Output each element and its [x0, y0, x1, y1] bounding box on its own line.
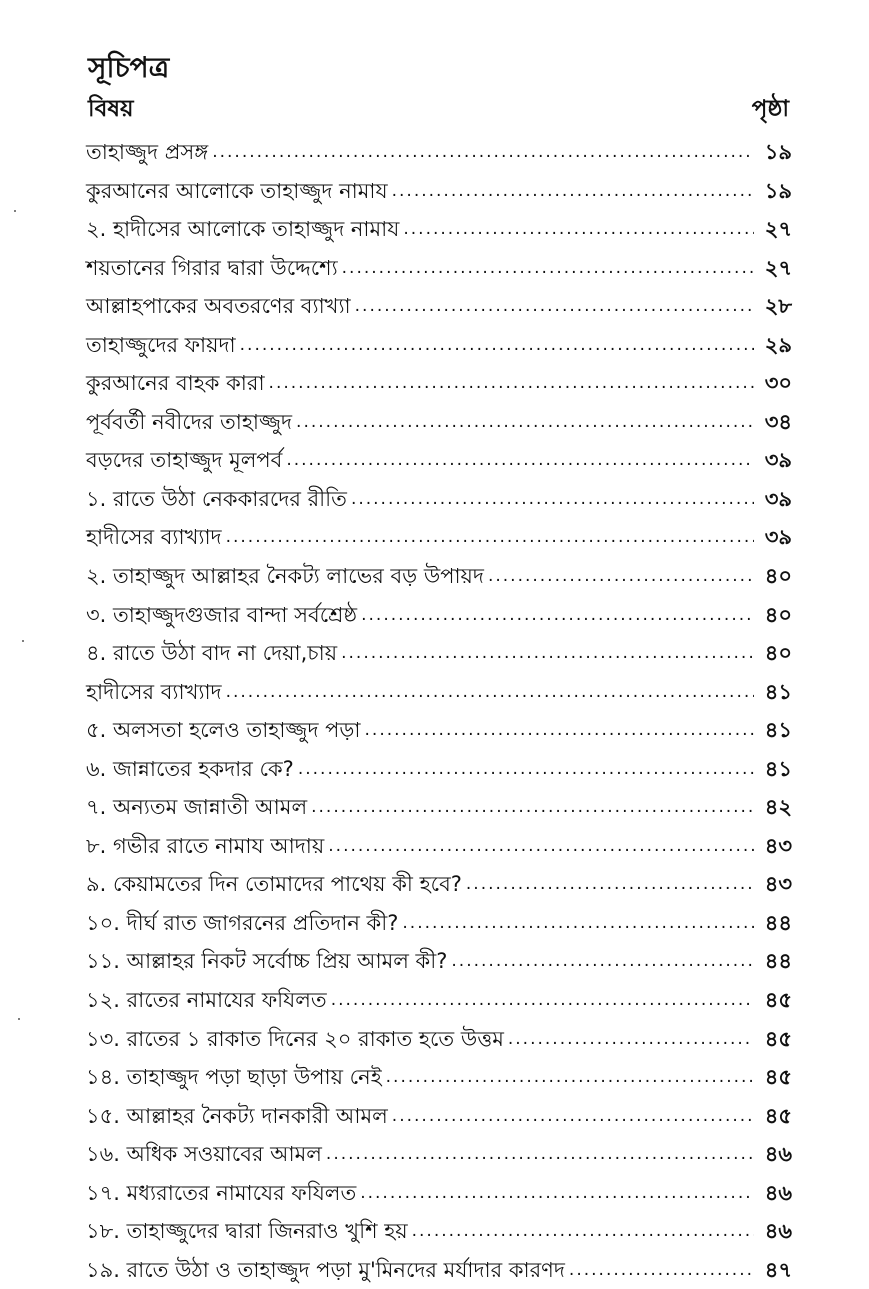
toc-entry	[86, 133, 792, 172]
toc-entry	[86, 480, 792, 519]
toc-entry-page-number: ৪০	[764, 641, 792, 666]
toc-entry-page-number: ২৯	[764, 332, 792, 357]
page-title: সূচিপত্র	[88, 51, 170, 84]
toc-entry	[86, 326, 792, 365]
toc-entry-page-number: ৩৪	[764, 409, 792, 434]
dot-leader	[212, 133, 754, 171]
toc-entry-page-number: ৪৬	[764, 1219, 792, 1244]
toc-entry	[86, 827, 792, 866]
toc-entry-title: আল্লাহপাকের অবতরণের ব্যাখ্যা	[86, 294, 351, 319]
dot-leader	[240, 326, 754, 364]
dot-leader	[365, 711, 754, 749]
toc-entry-page-number: ৪৪	[764, 949, 792, 974]
toc-entry-page-number: ৪৪	[764, 910, 792, 935]
toc-entry-page-number: ৩৯	[764, 448, 792, 473]
toc-entry-page-number: ৪৫	[764, 1026, 792, 1051]
toc-entry-title: ৮. গভীর রাতে নামায আদায়	[86, 833, 325, 858]
toc-entry-title: ৬. জান্নাতের হকদার কে?	[86, 756, 294, 781]
toc-entry-title: ১. রাতে উঠা নেককারদের রীতি	[86, 486, 347, 511]
dot-leader	[286, 441, 754, 479]
toc-entry-title: ২. হাদীসের আলোকে তাহাজ্জুদ নামায	[86, 217, 400, 242]
toc-entry-page-number: ১৯	[764, 140, 792, 164]
toc-entry-page-number: ২৭	[764, 255, 792, 280]
toc-entry	[86, 1135, 792, 1174]
dot-leader	[392, 1097, 754, 1135]
dot-leader	[451, 942, 754, 980]
toc-entry-title: বড়দের তাহাজ্জুদ মূলপর্ব	[86, 448, 283, 473]
dot-leader	[569, 1251, 754, 1289]
toc-entry	[86, 981, 792, 1020]
toc-entry	[86, 750, 792, 789]
toc-entry	[86, 865, 792, 904]
toc-entry-title: ১৫. আল্লাহর নৈকট্য দানকারী আমল	[86, 1103, 388, 1128]
toc-entry-page-number: ৪৩	[764, 872, 792, 897]
dot-leader	[508, 1020, 754, 1058]
toc-entry-page-number: ২৭	[764, 217, 792, 242]
toc-entry-title: হাদীসের ব্যাখ্যাদ	[86, 525, 222, 550]
toc-entry-title: তাহাজ্জুদ প্রসঙ্গ	[86, 140, 209, 164]
dot-leader	[488, 557, 754, 595]
toc-entry-title: হাদীসের ব্যাখ্যাদ	[86, 679, 222, 704]
dot-leader	[269, 364, 754, 402]
toc-entry	[86, 711, 792, 750]
dot-leader	[226, 518, 754, 556]
toc-entry	[86, 904, 792, 943]
toc-entry-page-number: ৪৫	[764, 988, 792, 1013]
dot-leader	[226, 673, 754, 711]
toc-entry-title: ১৯. রাতে উঠা ও তাহাজ্জুদ পড়া মু'মিনদের মর্যাদার কারণদ	[86, 1257, 565, 1282]
dot-leader	[412, 1212, 754, 1250]
toc-entry	[86, 518, 792, 557]
scan-speck	[22, 640, 24, 642]
dot-leader	[386, 1058, 754, 1096]
toc-entry-title: ১০. দীর্ঘ রাত জাগরনের প্রতিদান কী?	[86, 910, 399, 935]
dot-leader	[326, 1135, 754, 1173]
toc-entry-title: পূর্ববর্তী নবীদের তাহাজ্জুদ	[86, 409, 293, 434]
toc-entry-title: তাহাজ্জুদের ফায়দা	[86, 332, 236, 357]
toc-entry-page-number: ১৯	[764, 178, 792, 203]
dot-leader	[355, 287, 754, 325]
toc-entry-page-number: ৩৯	[764, 525, 792, 550]
toc-entry-page-number: ৪৫	[764, 1103, 792, 1128]
toc-entry-title: কুরআনের বাহক কারা	[86, 371, 265, 396]
toc-entry	[86, 1097, 792, 1136]
dot-leader	[342, 249, 754, 287]
toc-entry	[86, 1174, 792, 1213]
toc-entry	[86, 1058, 792, 1097]
page-column-header: পৃষ্ঠা	[751, 96, 789, 122]
toc-entry-title: ৯. কেয়ামতের দিন তোমাদের পাথেয় কী হবে?	[86, 872, 462, 897]
toc-entry-page-number: ৪০	[764, 564, 792, 589]
toc-entry-page-number: ৩০	[764, 371, 792, 396]
table-of-contents	[86, 133, 792, 1289]
dot-leader	[351, 480, 754, 518]
dot-leader	[331, 981, 754, 1019]
toc-entry	[86, 210, 792, 249]
toc-entry-page-number: ২৮	[764, 294, 792, 319]
toc-entry	[86, 403, 792, 442]
toc-entry-title: ৫. অলসতা হলেও তাহাজ্জুদ পড়া	[86, 718, 361, 743]
dot-leader	[341, 634, 754, 672]
toc-entry	[86, 1251, 792, 1289]
toc-entry-title: ১৭. মধ্যরাতের নামাযের ফযিলত	[86, 1180, 357, 1205]
toc-entry	[86, 942, 792, 981]
toc-entry	[86, 172, 792, 211]
toc-entry-page-number: ৪৭	[764, 1257, 792, 1282]
toc-entry	[86, 364, 792, 403]
toc-entry-title: ১৮. তাহাজ্জুদের দ্বারা জিনরাও খুশি হয়	[86, 1219, 408, 1244]
dot-leader	[298, 750, 754, 788]
toc-entry-title: ৩. তাহাজ্জুদগুজার বান্দা সর্বশ্রেষ্ঠ	[86, 602, 358, 627]
toc-entry-title: ১২. রাতের নামাযের ফযিলত	[86, 988, 327, 1013]
toc-entry-title: ১৬. অধিক সওয়াবের আমল	[86, 1142, 322, 1167]
toc-entry-page-number: ৪২	[764, 795, 792, 820]
toc-entry-title: ১১. আল্লাহর নিকট সর্বোচ্চ প্রিয় আমল কী?	[86, 949, 448, 974]
dot-leader	[392, 172, 754, 210]
toc-entry-title: ৪. রাতে উঠা বাদ না দেয়া,চায়	[86, 641, 338, 666]
toc-entry	[86, 596, 792, 635]
toc-entry-title: কুরআনের আলোকে তাহাজ্জুদ নামায	[86, 178, 388, 203]
toc-entry-page-number: ৪১	[764, 718, 792, 743]
toc-entry-title: ২. তাহাজ্জুদ আল্লাহর নৈকট্য লাভের বড় উপায়দ	[86, 564, 484, 589]
toc-entry-title: ১৩. রাতের ১ রাকাত দিনের ২০ রাকাত হতে উত্তম	[86, 1026, 504, 1051]
toc-entry-page-number: ৪০	[764, 602, 792, 627]
toc-entry	[86, 441, 792, 480]
toc-entry	[86, 673, 792, 712]
scan-speck	[18, 1018, 20, 1020]
scan-speck	[14, 210, 16, 212]
dot-leader	[403, 210, 754, 248]
toc-entry-title: ১৪. তাহাজ্জুদ পড়া ছাড়া উপায় নেই	[86, 1065, 382, 1090]
toc-entry-page-number: ৪১	[764, 756, 792, 781]
dot-leader	[402, 904, 754, 942]
toc-entry-page-number: ৪৩	[764, 833, 792, 858]
dot-leader	[360, 1174, 754, 1212]
dot-leader	[466, 865, 754, 903]
toc-entry-page-number: ৪৫	[764, 1065, 792, 1090]
toc-entry-title: শয়তানের গিরার দ্বারা উদ্দেশ্যে	[86, 255, 338, 280]
toc-entry-title: ৭. অন্যতম জান্নাতী আমল	[86, 795, 308, 820]
toc-entry	[86, 634, 792, 673]
dot-leader	[361, 596, 754, 634]
toc-entry-page-number: ৪১	[764, 679, 792, 704]
toc-entry	[86, 287, 792, 326]
toc-entry	[86, 1212, 792, 1251]
dot-leader	[296, 403, 754, 441]
subject-column-header: বিষয়	[88, 96, 134, 122]
toc-entry-page-number: ৪৬	[764, 1142, 792, 1167]
toc-entry	[86, 1020, 792, 1059]
dot-leader	[328, 827, 754, 865]
toc-entry	[86, 249, 792, 288]
toc-entry-page-number: ৪৬	[764, 1180, 792, 1205]
toc-entry-page-number: ৩৯	[764, 486, 792, 511]
toc-entry	[86, 788, 792, 827]
toc-entry	[86, 557, 792, 596]
dot-leader	[311, 788, 754, 826]
